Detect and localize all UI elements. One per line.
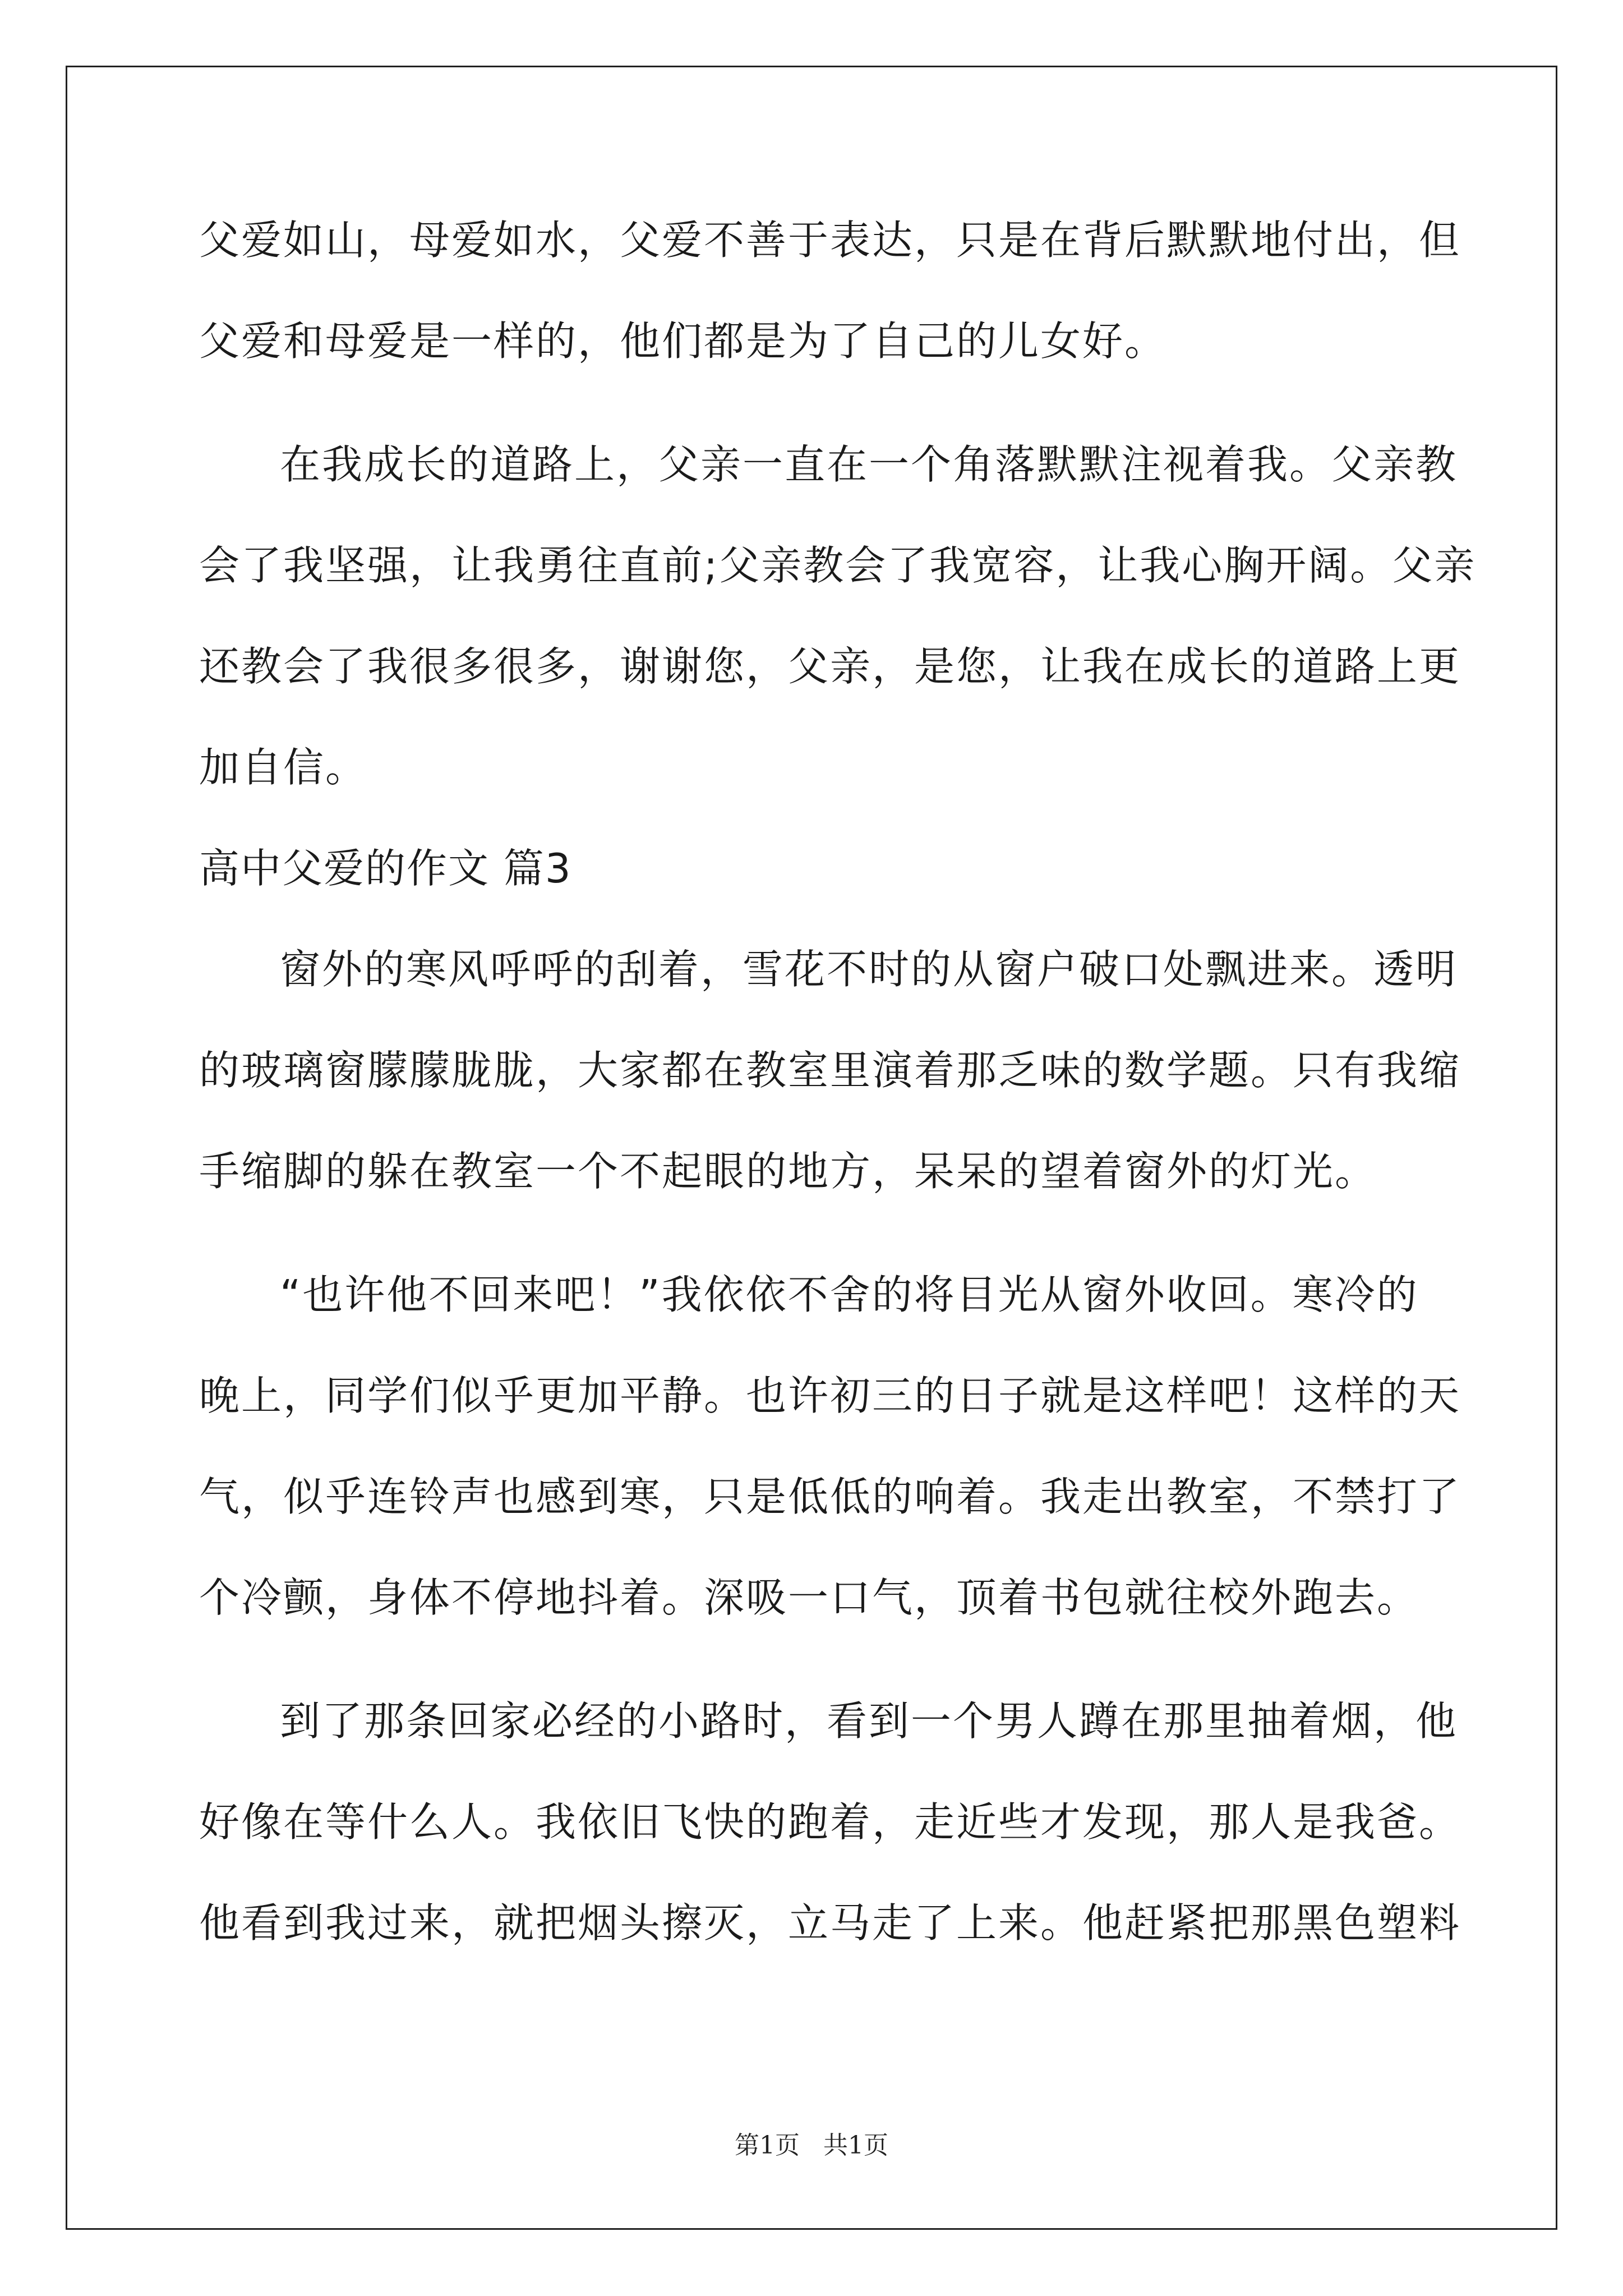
text-line: 好像在等什么人。我依旧飞快的跑着，走近些才发现，那人是我爸。 bbox=[199, 1798, 1461, 1846]
section-heading: 高中父爱的作文 篇3 bbox=[199, 845, 572, 892]
text-line: 加自信。 bbox=[199, 744, 368, 791]
text-line: “也许他不回来吧！”我依依不舍的将目光从窗外收回。寒冷的 bbox=[280, 1271, 1419, 1318]
text-line: 到了那条回家必经的小路时，看到一个男人蹲在那里抽着烟，他 bbox=[280, 1697, 1458, 1745]
text-line: 在我成长的道路上，父亲一直在一个角落默默注视着我。父亲教 bbox=[280, 441, 1458, 488]
page-number: 第1页 bbox=[735, 2131, 800, 2160]
text-line: 父爱如山，母爱如水，父爱不善于表达，只是在背后默默地付出，但 bbox=[199, 217, 1461, 264]
page-footer bbox=[0, 2125, 1623, 2161]
text-line: 手缩脚的躲在教室一个不起眼的地方，呆呆的望着窗外的灯光。 bbox=[199, 1148, 1377, 1195]
text-line: 气，似乎连铃声也感到寒，只是低低的响着。我走出教室，不禁打了 bbox=[199, 1473, 1461, 1520]
text-line: 个冷颤，身体不停地抖着。深吸一口气，顶着书包就往校外跑去。 bbox=[199, 1574, 1419, 1621]
text-line: 父爱和母爱是一样的，他们都是为了自己的儿女好。 bbox=[199, 318, 1167, 365]
text-line: 晚上，同学们似乎更加平静。也许初三的日子就是这样吧！这样的天 bbox=[199, 1372, 1461, 1419]
text-line: 的玻璃窗朦朦胧胧，大家都在教室里演着那乏味的数学题。只有我缩 bbox=[199, 1047, 1461, 1094]
text-line: 窗外的寒风呼呼的刮着，雪花不时的从窗户破口处飘进来。透明 bbox=[280, 946, 1458, 993]
text-line: 还教会了我很多很多，谢谢您，父亲，是您，让我在成长的道路上更 bbox=[199, 643, 1461, 690]
page-total: 共1页 bbox=[823, 2131, 888, 2160]
text-line: 会了我坚强，让我勇往直前;父亲教会了我宽容，让我心胸开阔。父亲 bbox=[199, 542, 1477, 589]
text-line: 他看到我过来，就把烟头擦灭，立马走了上来。他赶紧把那黑色塑料 bbox=[199, 1899, 1461, 1947]
